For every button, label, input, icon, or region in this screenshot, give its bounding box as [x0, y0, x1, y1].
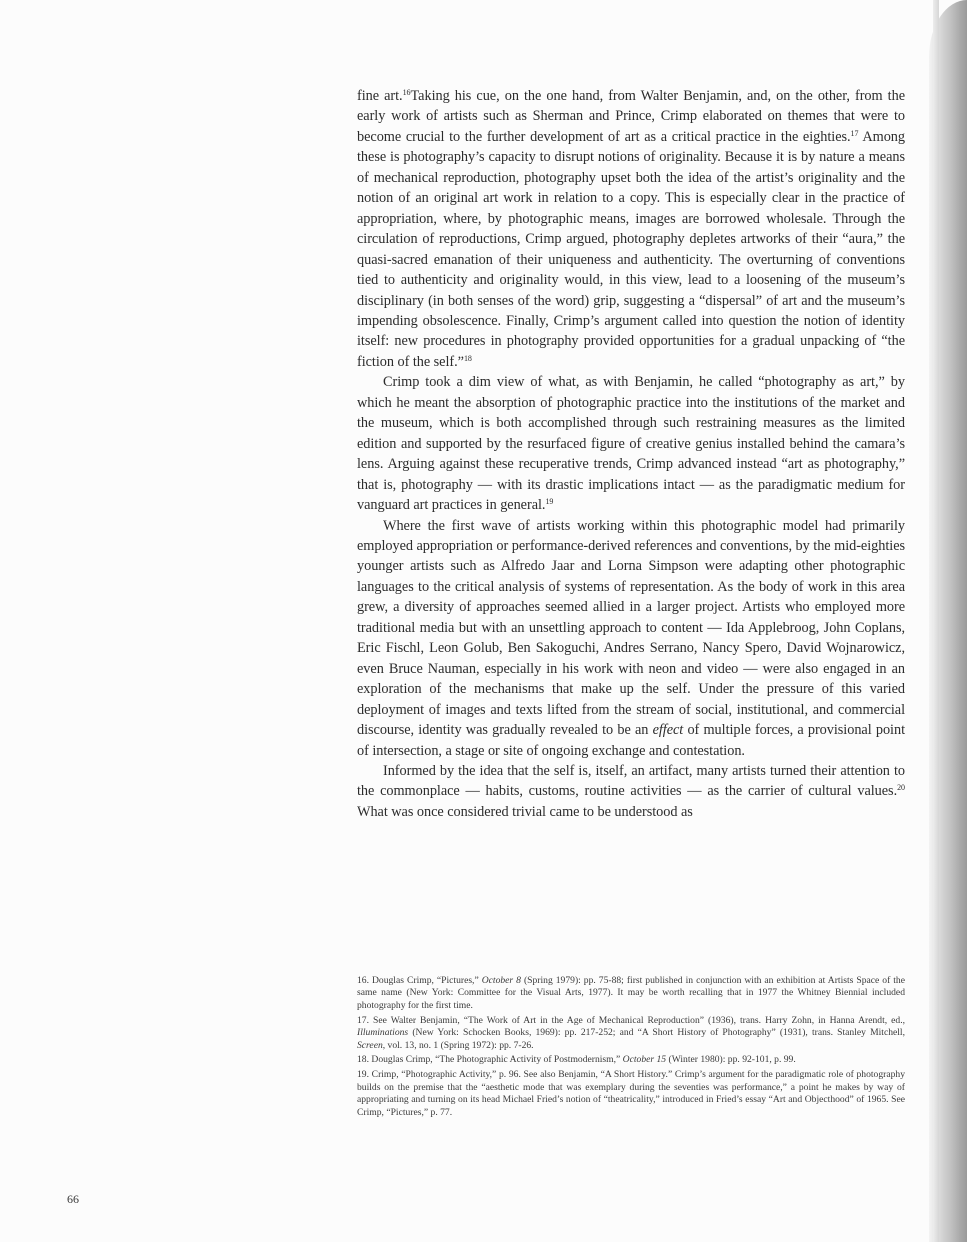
emphasis: October 15 [622, 1054, 667, 1066]
emphasis: effect [652, 722, 684, 739]
emphasis: Illuminations [357, 1027, 409, 1039]
footnote-ref-16[interactable]: 16 [402, 88, 411, 97]
paragraph-1 [357, 86, 905, 372]
page-edge [933, 0, 939, 1242]
text-run: (New York: Schocken Books, 1969): pp. 217-252; and “A Short History of Photography” (1931), trans. Stanley Mitchell, [408, 1027, 905, 1039]
paragraph-3 [357, 516, 905, 761]
emphasis: Screen [357, 1039, 383, 1051]
text-run: (Spring 1979): pp. 75-88; first published in conjunction with an exhibition at Artists Space of the same name (New York: Committee for the Visual Arts, 1977). It may be worth recalling that in 1977 the Whitney Biennial included photography for the first time. [357, 975, 905, 1011]
text-run: 18. Douglas Crimp, “The Photographic Activity of Postmodernism,” [357, 1054, 623, 1066]
text-run: Informed by the idea that the self is, itself, an artifact, many artists turned their attention to the commonplace — habits, customs, routine activities — as the carrier of cultural values. [357, 762, 905, 800]
page-number: 66 [67, 1192, 79, 1206]
text-run: 16. Douglas Crimp, “Pictures,” [357, 975, 482, 986]
text-run: fine art. [357, 88, 403, 104]
text-run: of multiple forces, a provisional point of intersection, a stage or site of ongoing exchange and contestation. [357, 722, 905, 759]
footnote-19 [357, 1069, 905, 1119]
text-run: 17. See Walter Benjamin, “The Work of Art in the Age of Mechanical Reproduction” (1936), trans. Harry Zohn, in Hanna Arendt, ed., [357, 1014, 905, 1026]
footnote-ref-18[interactable]: 18 [463, 353, 472, 363]
text-run: (Winter 1980): pp. 92-101, p. 99. [666, 1054, 796, 1066]
footnote-ref-19[interactable]: 19 [545, 497, 554, 507]
footnote-16 [357, 975, 905, 1012]
paragraph-4 [357, 761, 905, 822]
text-run: 19. Crimp, “Photographic Activity,” p. 96. See also Benjamin, “A Short History.” Crimp’s argument for the paradigmatic role of photography builds on the premise that the “aesthetic mode that was exemplary during the seventies was performance,” a point he makes by way of appropriating and turning on its head Michael Fried’s notion of “theatricality,” introduced in Fried’s essay “Art and Objecthood” of 1965. See Crimp, “Pictures,” p. 77. [357, 1069, 905, 1118]
footnotes [357, 975, 905, 1121]
emphasis: October 8 [481, 975, 521, 986]
text-run: Where the first wave of artists working within this photographic model had primarily employed appropriation or performance-derived references and conventions, by the mid-eighties younger artists such as Alfredo Jaar and Lorna Simpson were adapting other photographic languages to the critical analysis of systems of representation. As the body of work in this area grew, a diversity of approaches seemed allied in a larger project. Artists who employed more traditional media but with an unsettling approach to content — Ida Applebroog, John Coplans, Eric Fischl, Leon Golub, Ben Sakoguchi, Andres Serrano, Nancy Spero, David Wojnarowicz, even Bruce Nauman, especially in his work with neon and video — were also engaged in an exploration of the mechanisms that make up the self. Under the pressure of this varied deployment of images and texts lifted from the stream of social, institutional, and commercial discourse, identity was gradually revealed to be an [357, 517, 905, 739]
footnote-ref-17[interactable]: 17 [850, 128, 859, 138]
text-run: Taking his cue, on the one hand, from Walter Benjamin, and, on the other, from the early work of artists such as Sherman and Prince, Crimp elaborated on themes that were to become crucial to the further development of art as a critical practice in the eighties. [357, 88, 905, 145]
footnote-ref-20[interactable]: 20 [897, 783, 905, 793]
paragraph-2 [357, 372, 905, 515]
footnote-17 [357, 1015, 905, 1052]
text-run: , vol. 13, no. 1 (Spring 1972): pp. 7-26. [382, 1039, 534, 1051]
footnote-18 [357, 1054, 905, 1066]
body-text [357, 86, 905, 822]
text-run: Crimp took a dim view of what, as with Benjamin, he called “photography as art,” by which he meant the absorption of photographic practice into the institutions of the market and the museum, which is both accomplished through such restraining measures as the limited edition and supported by the resurfaced figure of creative genius installed behind the camara’s lens. Arguing against these recuperative trends, Crimp advanced instead “art as photography,” that is, photography — with its drastic implications intact — as the paradigmatic medium for vanguard art practices in general. [357, 374, 905, 514]
text-run: Among these is photography’s capacity to disrupt notions of originality. Because it is by nature a means of mechanical reproduction, photography upset both the idea of the artist’s originality and the notion of an original art work in relation to a copy. This is especially clear in the practice of appropriation, where, by photographic means, images are borrowed wholesale. Through the circulation of reproductions, Crimp argued, photography depletes artworks of their “aura,” the quasi-sacred emanation of their uniqueness and authenticity. The overturning of conventions tied to authenticity and originality would, in this view, lead to a loosening of the museum’s disciplinary (in both senses of the word) grip, suggesting a “dispersal” of art and the museum’s impending obsolescence. Finally, Crimp’s argument called into question the notion of identity itself: new procedures in photography provided opportunities for a gradual unpacking of “the fiction of the self.” [357, 128, 905, 370]
text-run: What was once considered trivial came to be understood as [357, 803, 693, 820]
